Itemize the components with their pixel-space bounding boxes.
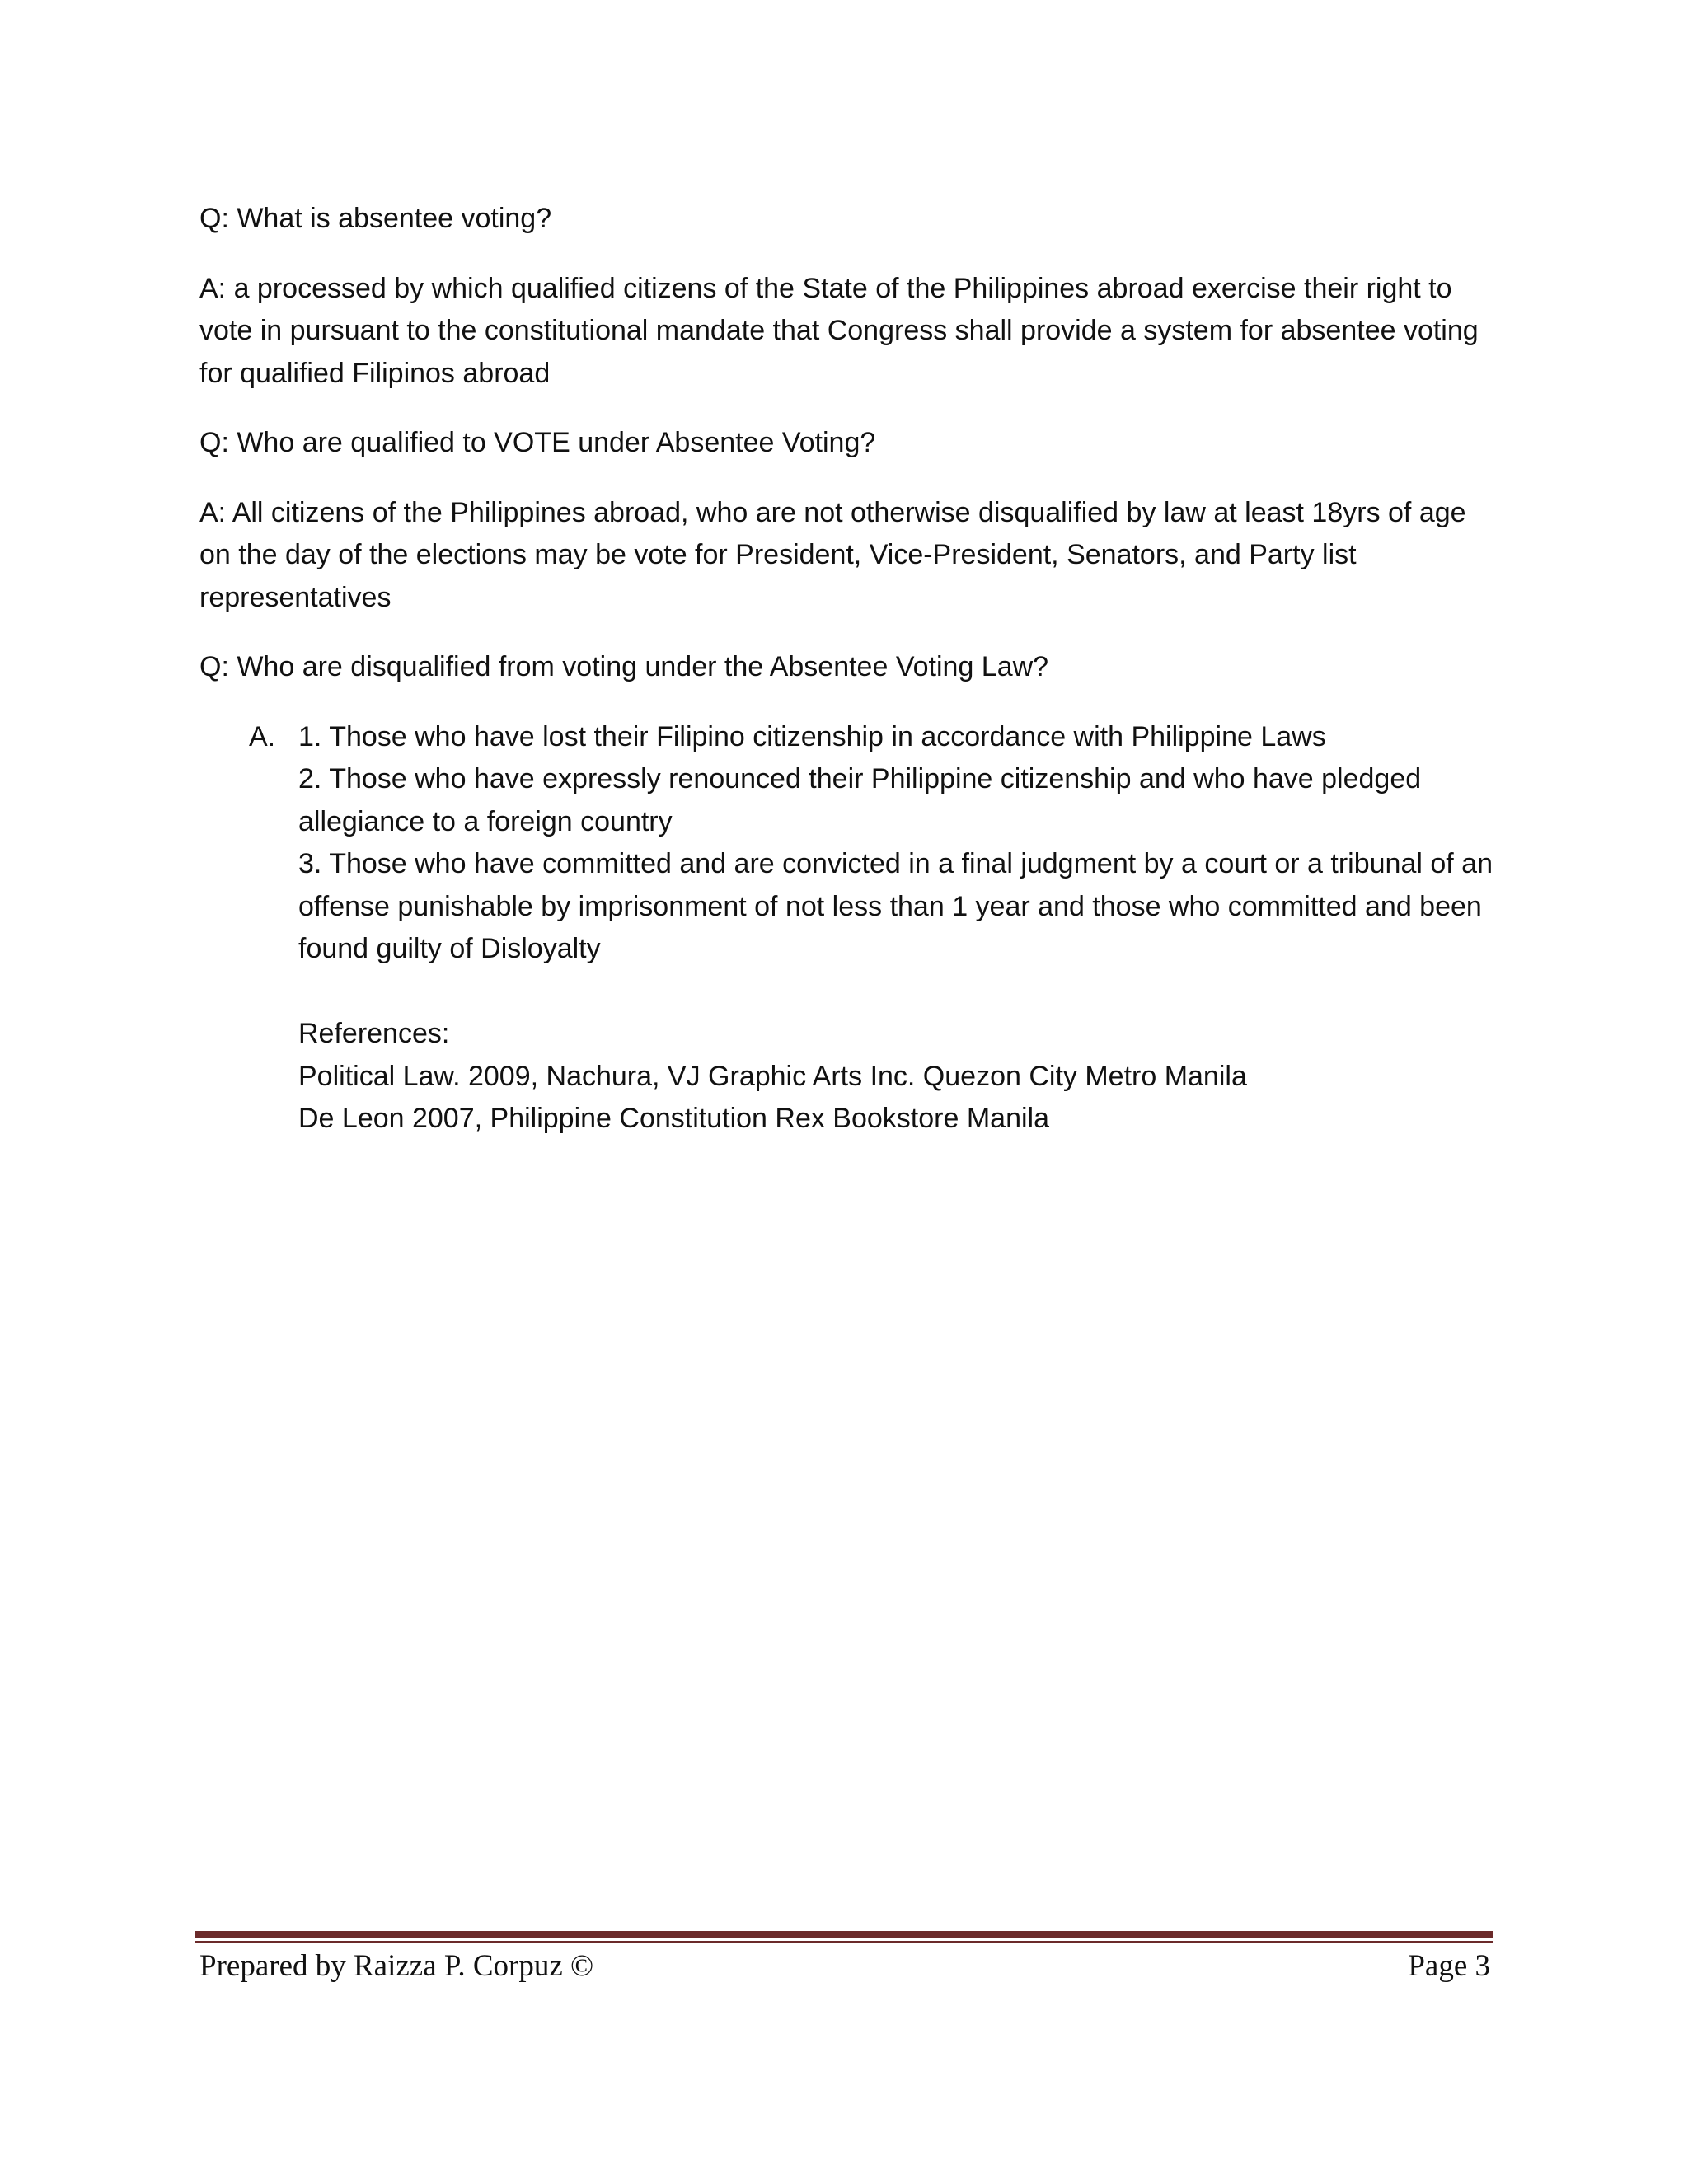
answer-1: A: a processed by which qualified citizens of the State of the Philippines abroad exercise their right to vote in pursuant to the constitutional mandate that Congress shall provide a system for absentee voting for qualified Filipinos abroad <box>199 272 1479 389</box>
references-heading: References: <box>298 1018 450 1049</box>
list-item: 3. Those who have committed and are convicted in a final judgment by a court or a tribunal of an offense punishable by imprisonment of not less than 1 year and those who committed and been found guilty of Disloyalty <box>298 848 1493 964</box>
question-2: Q: Who are qualified to VOTE under Absentee Voting? <box>199 427 876 458</box>
list-item: 2. Those who have expressly renounced their Philippine citizenship and who have pledged allegiance to a foreign country <box>298 763 1422 837</box>
document-body <box>199 198 1493 1141</box>
footer-divider-thin <box>195 1941 1493 1943</box>
list-marker: A. <box>249 720 276 752</box>
question-1: Q: What is absentee voting? <box>199 203 552 234</box>
footer-author: Prepared by Raizza P. Corpuz © <box>199 1949 594 1983</box>
reference-item: Political Law. 2009, Nachura, VJ Graphic Arts Inc. Quezon City Metro Manila <box>298 1060 1247 1092</box>
list-item: 1. Those who have lost their Filipino citizenship in accordance with Philippine Laws <box>298 720 1326 752</box>
page-number: Page 3 <box>1408 1949 1490 1983</box>
question-3: Q: Who are disqualified from voting under the Absentee Voting Law? <box>199 651 1049 682</box>
reference-item: De Leon 2007, Philippine Constitution Rex Bookstore Manila <box>298 1103 1049 1134</box>
spacer <box>298 971 1493 1014</box>
answer-3-list <box>199 716 1493 1141</box>
footer-divider <box>195 1931 1493 1938</box>
answer-2: A: All citizens of the Philippines abroad, who are not otherwise disqualified by law at least 18yrs of age on the day of the elections may be vote for President, Vice-President, Senators, and Party list representatives <box>199 496 1466 613</box>
